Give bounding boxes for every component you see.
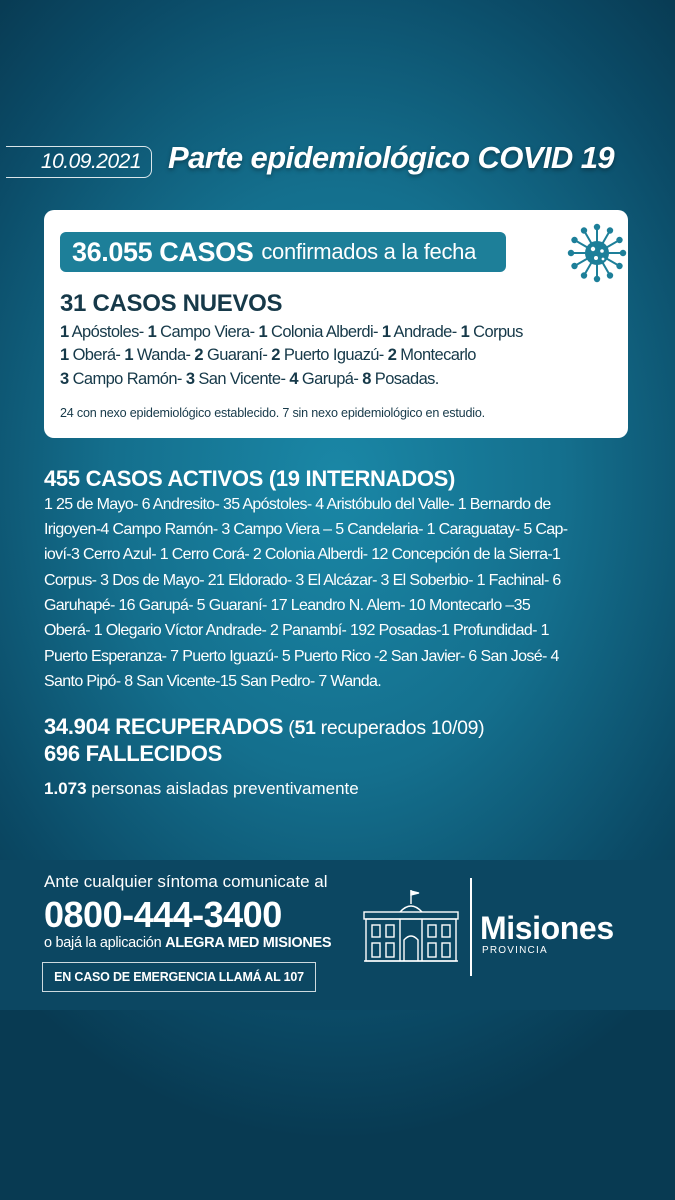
app-name: ALEGRA MED MISIONES [165,935,332,951]
active-cases-title: 455 CASOS ACTIVOS (19 INTERNADOS) [44,466,456,491]
active-cases-line: Irigoyen-4 Campo Ramón- 3 Campo Viera – 5 Candelaria- 1 Caraguatay- 5 Cap- [44,521,568,538]
summary-card [44,210,628,438]
recovered-today: 51 [294,717,316,739]
report-date-text: 10.09.2021 [40,150,141,173]
province-logo-name: Misiones [480,910,614,946]
new-cases-title: 31 CASOS NUEVOS [60,290,283,317]
recovered-total: 34.904 RECUPERADOS [44,714,284,739]
contact-band [0,860,675,1010]
confirmed-total: 36.055 CASOS [72,236,254,267]
active-cases-line: Corpus- 3 Dos de Mayo- 21 Eldorado- 3 El Alcázar- 3 El Soberbio- 1 Fachinal- 6 [44,572,561,589]
confirmed-total-banner [60,232,506,272]
recovered-line: 34.904 RECUPERADOS (51 recuperados 10/09) [44,714,485,739]
confirmed-label: confirmados a la fecha [261,239,477,264]
active-cases-line: 1 25 de Mayo- 6 Andresito- 35 Apóstoles- 4 Aristóbulo del Valle- 1 Bernardo de [44,496,551,513]
logo-divider [470,878,472,976]
new-cases-line-2: 1 Oberá- 1 Wanda- 2 Guaraní- 2 Puerto Iguazú- 2 Montecarlo [60,346,476,364]
province-logo-subtitle: PROVINCIA [482,945,548,956]
virus-icon [566,222,628,284]
report-date [6,146,152,178]
app-line: o bajá la aplicación ALEGRA MED MISIONES [44,935,332,951]
emergency-text: EN CASO DE EMERGENCIA LLAMÁ AL 107 [54,970,304,984]
page-title: Parte epidemiológico COVID 19 [168,140,614,175]
active-cases-line: Puerto Esperanza- 7 Puerto Iguazú- 5 Puerto Rico -2 San Javier- 6 San José- 4 [44,648,559,665]
active-cases-line: Garuhapé- 16 Garupá- 5 Guaraní- 17 Leandro N. Alem- 10 Montecarlo –35 [44,597,531,614]
isolated-line: 1.073 personas aisladas preventivamente [44,779,359,798]
deaths-total: 696 FALLECIDOS [44,741,222,766]
new-cases-line-3: 3 Campo Ramón- 3 San Vicente- 4 Garupá- 8 Posadas. [60,370,439,388]
emergency-box [42,962,316,992]
new-cases-line-1: 1 Apóstoles- 1 Campo Viera- 1 Colonia Alberdi- 1 Andrade- 1 Corpus [60,323,523,341]
active-cases-line: Santo Pipó- 8 San Vicente-15 San Pedro- 7 Wanda. [44,673,382,690]
contact-prompt: Ante cualquier síntoma comunicate al [44,872,328,891]
active-cases-line: Oberá- 1 Olegario Víctor Andrade- 2 Panambí- 192 Posadas-1 Profundidad- 1 [44,622,549,639]
active-cases-line: ioví-3 Cerro Azul- 1 Cerro Corá- 2 Colonia Alberdi- 12 Concepción de la Sierra-1 [44,546,561,563]
hotline-number: 0800-444-3400 [44,894,282,935]
government-building-icon [362,888,460,964]
isolated-count: 1.073 [44,779,87,798]
nexo-note: 24 con nexo epidemiológico establecido. 7 sin nexo epidemiológico en estudio. [60,406,485,420]
